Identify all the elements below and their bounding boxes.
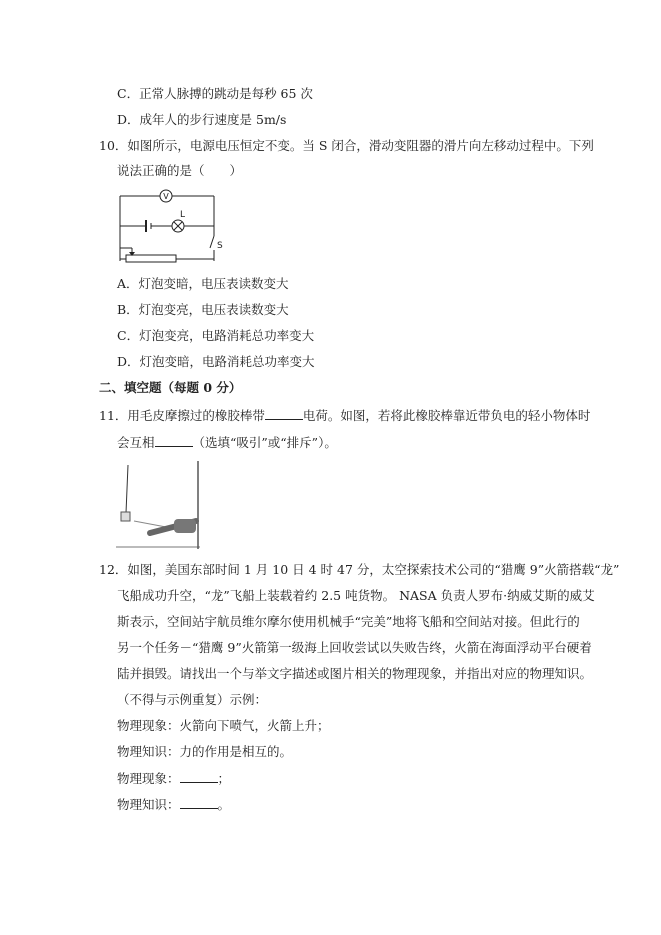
q9-option-c: C．正常人脉搏的跳动是每秒 65 次	[117, 86, 313, 101]
q10-option-d: D．灯泡变暗，电路消耗总功率变大	[117, 354, 315, 369]
q11-text-2a: 会互相	[117, 435, 155, 450]
q12-blank-knowledge[interactable]	[180, 796, 218, 809]
q12-line-2: 飞船成功升空，“龙”飞船上装载着约 2.5 吨货物。 NASA 负责人罗布·纳威艾斯的威艾	[117, 588, 595, 603]
q11-stem-line-2	[117, 434, 337, 451]
section-title: 二、填空题（每题 0 分）	[99, 380, 242, 395]
q10-option-a: A．灯泡变暗，电压表读数变大	[117, 276, 289, 291]
q11-text-1b: 电荷。如图，若将此橡胶棒靠近带负电的轻小物体时	[302, 408, 591, 423]
q12-blank-phenomenon[interactable]	[180, 770, 218, 783]
q12-knowledge-end: 。	[217, 797, 231, 812]
q12-knowledge-answer	[117, 796, 230, 813]
q11-stem-line-1	[99, 407, 590, 424]
voltmeter-label: V	[163, 192, 169, 201]
q11-blank-1[interactable]	[265, 407, 303, 420]
q12-line-6: （不得与示例重复）示例：	[117, 692, 268, 707]
q9-option-d: D．成年人的步行速度是 5m/s	[117, 112, 287, 127]
q12-line-1: 12．如图，美国东部时间 1 月 10 日 4 时 47 分，太空探索技术公司的“猎鹰 9”火箭搭载“龙”	[99, 562, 620, 577]
switch-label: S	[217, 241, 223, 251]
q10-stem-line-1: 10．如图所示，电源电压恒定不变。当 S 闭合，滑动变阻器的滑片向左移动过程中。下列	[99, 138, 594, 153]
q10-option-c: C．灯泡变亮，电路消耗总功率变大	[117, 328, 315, 343]
q10-option-b: B．灯泡变亮，电压表读数变大	[117, 302, 289, 317]
q12-line-3: 斯表示，空间站宇航员维尔摩尔使用机械手“完美”地将飞船和空间站对接。但此行的	[117, 614, 580, 629]
q11-blank-2[interactable]	[155, 434, 193, 447]
q10-circuit-diagram	[114, 186, 224, 268]
lamp-label: L	[180, 210, 186, 220]
q12-line-4: 另一个任务－“猎鹰 9”火箭第一级海上回收尝试以失败告终，火箭在海面浮动平台硬着	[117, 640, 592, 655]
q11-text-2b: （选填“吸引”或“排斥”）。	[192, 435, 337, 450]
q12-example-phenomenon: 物理现象：火箭向下喷气，火箭上升；	[117, 718, 330, 733]
q10-stem-line-2: 说法正确的是（ ）	[117, 163, 243, 178]
q12-phenomenon-end: ；	[217, 771, 231, 786]
q12-phenomenon-answer	[117, 770, 230, 787]
q12-phenomenon-label: 物理现象：	[117, 771, 180, 786]
q12-line-5: 陆并損毁。请找出一个与举文字描述或图片相关的物理现象，并指出对应的物理知识。	[117, 666, 593, 681]
q11-text-1a: 11．用毛皮摩擦过的橡胶棒带	[99, 408, 265, 423]
q11-rod-figure	[116, 461, 200, 549]
q12-example-knowledge: 物理知识：力的作用是相互的。	[117, 744, 293, 759]
q12-knowledge-label: 物理知识：	[117, 797, 180, 812]
